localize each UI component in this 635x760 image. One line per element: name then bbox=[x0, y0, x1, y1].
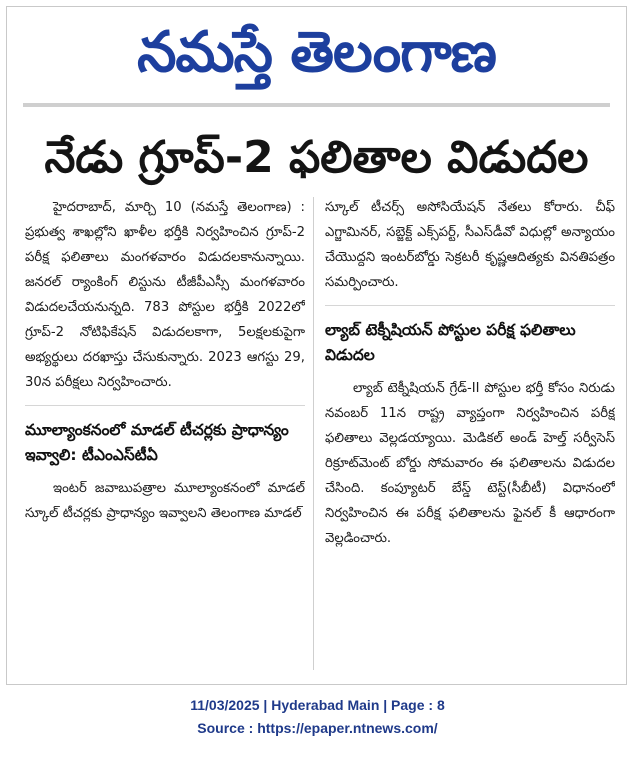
article-headline: నేడు గ్రూప్-2 ఫలితాల విడుదల bbox=[44, 132, 589, 183]
column-divider bbox=[313, 197, 314, 670]
masthead-divider bbox=[23, 103, 610, 107]
right-paragraph-2: ల్యాబ్ టెక్నీషియన్ గ్రేడ్-II పోస్టుల భర్తీ కోసం నిరుడు నవంబర్ 11న రాష్ట్ర వ్యాప్తంగా నిర్వహించిన పరీక్ష ఫలితాలు వెల్లడయ్యాయి. మెడికల్ అండ్ హెల్త్ సర్వీసెస్ రిక్రూట్‌మెంట్ బోర్డు సోమవారం ఈ ఫలితాలను విడుదల చేసింది. కంప్యూటర్ బేస్డ్ టెస్ట్(సీబీటీ) విధానంలో నిర్వహించిన ఈ పరీక్ష ఫలితాలను ఫైనల్ కీ ఆధారంగా వెల్లడించారు. bbox=[325, 381, 615, 546]
right-paragraph-1: స్కూల్ టీచర్స్ అసోసియేషన్ నేతలు కోరారు. చీఫ్ ఎగ్జామినర్, సబ్జెక్ట్ ఎక్స్‌పర్ట్, సీఎస్‌డీవో విధుల్లో అన్యాయం చేయొద్దని ఇంటర్‌బోర్డు సెక్రటరీ కృష్ణఆదిత్యకు వినతిపత్రం సమర్పించారు. bbox=[325, 200, 615, 290]
left-paragraph-2: ఇంటర్ జవాబుపత్రాల మూల్యాంకనంలో మాడల్ స్కూల్ టీచర్లకు ప్రాధాన్యం ఇవ్వాలని తెలంగాణ మాడల్ bbox=[25, 481, 305, 521]
right-separator bbox=[325, 305, 615, 306]
left-paragraph-1: హైదరాబాద్, మార్చి 10 (నమస్తే తెలంగాణ) : ప్రభుత్వ శాఖల్లోని ఖాళీల భర్తీకి నిర్వహించిన గ్రూప్-2 పరీక్ష ఫలితాలు మంగళవారం విడుదలకానున్నాయి. జనరల్ ర్యాంకింగ్ లిస్టును టీజీపీఎస్సీ మంగళవారం విడుదలచేయనున్నది. 783 పోస్టుల భర్తీకి 2022లో గ్రూప్-2 నోటిఫికేషన్ విడుదలకాగా, 5లక్షలకుపైగా అభ్యర్థులు దరఖాస్తు చేసుకున్నారు. 2023 ఆగస్టు 29, 30న పరీక్షలు నిర్వహించారు. bbox=[25, 200, 305, 390]
source-link[interactable]: Source : https://epaper.ntnews.com/ bbox=[197, 720, 438, 736]
edition-info: 11/03/2025 | Hyderabad Main | Page : 8 bbox=[190, 697, 445, 713]
masthead-logo: నమస్తే తెలంగాణ bbox=[137, 20, 496, 85]
newspaper-clipping bbox=[6, 6, 627, 685]
left-separator bbox=[25, 405, 305, 406]
left-column bbox=[25, 195, 305, 676]
right-column bbox=[325, 195, 615, 676]
right-subheading: ల్యాబ్ టెక్నీషియన్ పోస్టుల పరీక్ష ఫలితాలు విడుదల bbox=[325, 321, 576, 364]
left-subheading: మూల్యాంకనంలో మాడల్ టీచర్లకు ప్రాధాన్యం ఇవ్వాలి: టీఎంఎస్‌టీఏ bbox=[25, 421, 289, 464]
